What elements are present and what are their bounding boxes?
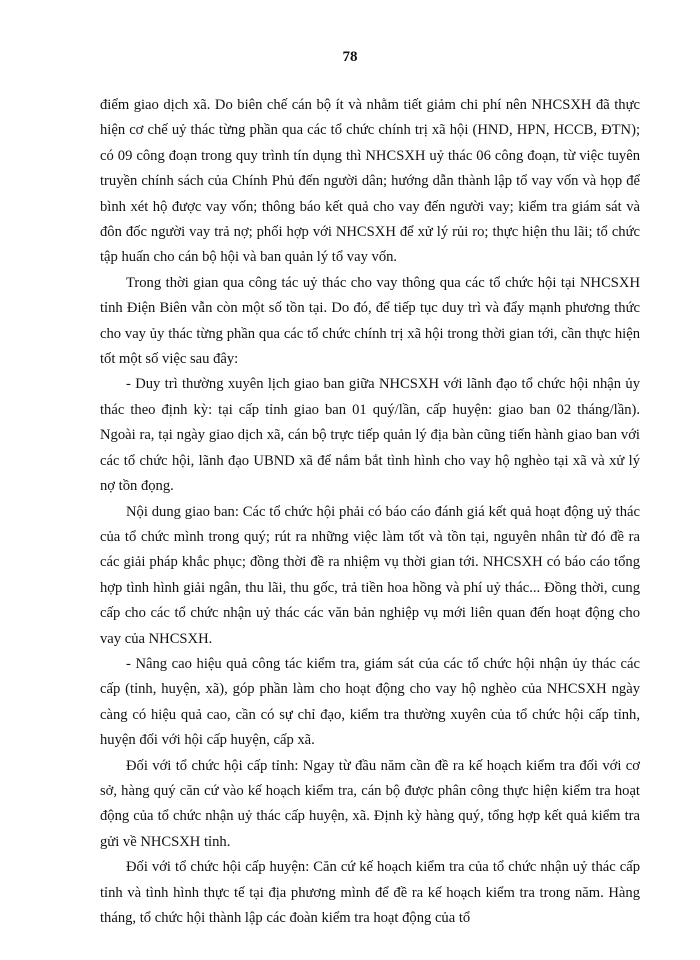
paragraph-6: Đối với tổ chức hội cấp tỉnh: Ngay từ đầu năm cần đề ra kế hoạch kiểm tra đối với cơ sở, hàng quý căn cứ vào kế hoạch kiểm tra, cán bộ được phân công thực hiện kiểm tra hoạt động của tổ chức nhận uỷ thác cấp huyện, xã. Định kỳ hàng quý, tổng hợp kết quả kiểm tra gửi về NHCSXH tỉnh. xyxy=(100,757,640,850)
paragraph-3: - Duy trì thường xuyên lịch giao ban giữa NHCSXH với lãnh đạo tổ chức hội nhận ủy thác theo định kỳ: tại cấp tỉnh giao ban 01 quý/lần, cấp huyện: giao ban 02 tháng/lần). Ngoài ra, tại ngày giao dịch xã, cán bộ trực tiếp quản lý địa bàn cũng tiến hành giao ban với các tổ chức hội, lãnh đạo UBND xã để nắm bắt tình hình cho vay hộ nghèo tại xã và xử lý nợ tồn đọng. xyxy=(100,376,640,495)
paragraph-5: - Nâng cao hiệu quả công tác kiểm tra, giám sát của các tổ chức hội nhận ủy thác các cấp (tỉnh, huyện, xã), góp phần làm cho hoạt động cho vay hộ nghèo của NHCSXH ngày càng có hiệu quả cao, cần có sự chỉ đạo, kiểm tra thường xuyên của tổ chức hội cấp tỉnh, huyện đối với hội cấp huyện, cấp xã. xyxy=(100,655,640,749)
page-number: 78 xyxy=(342,49,358,65)
document-body xyxy=(100,93,640,931)
paragraph-1: điểm giao dịch xã. Do biên chế cán bộ ít và nhằm tiết giảm chi phí nên NHCSXH đã thực hiện cơ chế uỷ thác từng phần qua các tổ chức chính trị xã hội (HND, HPN, HCCB, ĐTN); có 09 công đoạn trong quy trình tín dụng thì NHCSXH uỷ thác 06 công đoạn, từ việc tuyên truyền chính sách của Chính Phủ đến người dân; hướng dẫn thành lập tổ vay vốn và họp để bình xét hộ được vay vốn; thông báo kết quả cho vay đến người vay; kiểm tra giám sát và đôn đốc người vay trả nợ; phối hợp với NHCSXH để xử lý rủi ro; thực hiện thu lãi; tổ chức tập huấn cho cán bộ hội và ban quản lý tổ vay vốn. xyxy=(100,97,640,266)
paragraph-7: Đối với tổ chức hội cấp huyện: Căn cứ kế hoạch kiểm tra của tổ chức nhận uỷ thác cấp tỉnh và tình hình thực tế tại địa phương mình để đề ra kế hoạch kiểm tra trong năm. Hàng tháng, tổ chức hội thành lập các đoàn kiểm tra hoạt động của tổ xyxy=(100,859,640,926)
paragraph-2: Trong thời gian qua công tác uỷ thác cho vay thông qua các tổ chức hội tại NHCSXH tỉnh Điện Biên vẫn còn một số tồn tại. Do đó, để tiếp tục duy trì và đẩy mạnh phương thức cho vay ủy thác từng phần qua các tổ chức chính trị xã hội trong thời gian tới, cần thực hiện tốt một số việc sau đây: xyxy=(100,274,640,368)
paragraph-4: Nội dung giao ban: Các tổ chức hội phải có báo cáo đánh giá kết quả hoạt động uỷ thác của tổ chức mình trong quý; rút ra những việc làm tốt và tồn tại, nguyên nhân từ đó đề ra các giải pháp khắc phục; đồng thời đề ra nhiệm vụ thời gian tới. NHCSXH có báo cáo tổng hợp tình hình giải ngân, thu lãi, thu gốc, trả tiền hoa hồng và phí uỷ thác... Đồng thời, cung cấp cho các tổ chức nhận uỷ thác các văn bản nghiệp vụ mới liên quan đến hoạt động cho vay của NHCSXH. xyxy=(100,503,640,647)
